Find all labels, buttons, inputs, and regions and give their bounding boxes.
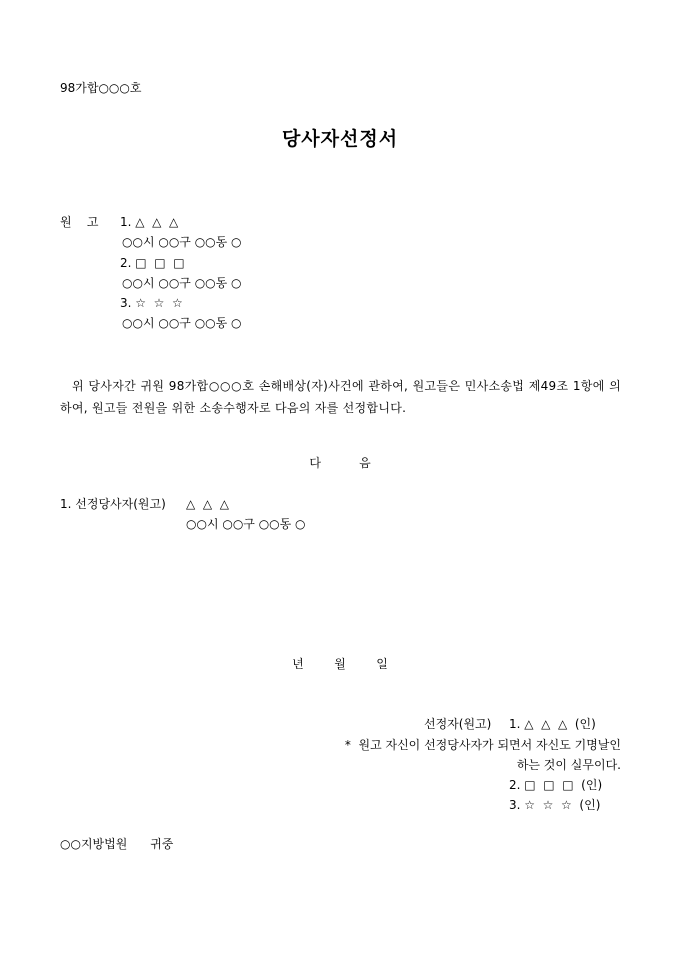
- selector-2: 2. □ □ □ (인): [509, 778, 603, 792]
- section-heading: 다 음: [309, 456, 371, 470]
- page-title: 당사자선정서: [281, 128, 399, 150]
- court-addressee: ○○지방법원 귀중: [60, 837, 174, 851]
- selected-party-label: 1. 선정당사자(원고): [60, 497, 166, 511]
- selectors-label: 선정자(원고): [424, 717, 492, 731]
- selected-party-name: △ △ △: [186, 497, 229, 511]
- date-line: 년 월 일: [292, 657, 388, 671]
- plaintiff-3-address: ○○시 ○○구 ○○동 ○: [122, 316, 242, 330]
- plaintiff-3-name: 3. ☆ ☆ ☆: [120, 296, 183, 310]
- selected-party-address: ○○시 ○○구 ○○동 ○: [186, 517, 306, 531]
- plaintiff-1-address: ○○시 ○○구 ○○동 ○: [122, 235, 242, 249]
- selector-note-line2: 하는 것이 실무이다.: [516, 758, 621, 772]
- selector-1: 1. △ △ △ (인): [509, 717, 596, 731]
- body-paragraph: 위 당사자간 귀원 98가합○○○호 손해배상(자)사건에 관하여, 원고들은 민사소송법 제49조 1항에 의하여, 원고들 전원을 위한 소송수행자로 다음의 자를 선정합니다.: [60, 379, 621, 415]
- case-number: 98가합○○○호: [60, 81, 142, 95]
- selector-3: 3. ☆ ☆ ☆ (인): [509, 798, 601, 812]
- selector-note-line1: * 원고 자신이 선정당사자가 되면서 자신도 기명날인: [344, 738, 621, 752]
- plaintiff-2-address: ○○시 ○○구 ○○동 ○: [122, 276, 242, 290]
- plaintiff-label: 원 고: [60, 215, 99, 229]
- plaintiff-1-name: 1. △ △ △: [120, 215, 179, 229]
- plaintiff-2-name: 2. □ □ □: [120, 256, 185, 270]
